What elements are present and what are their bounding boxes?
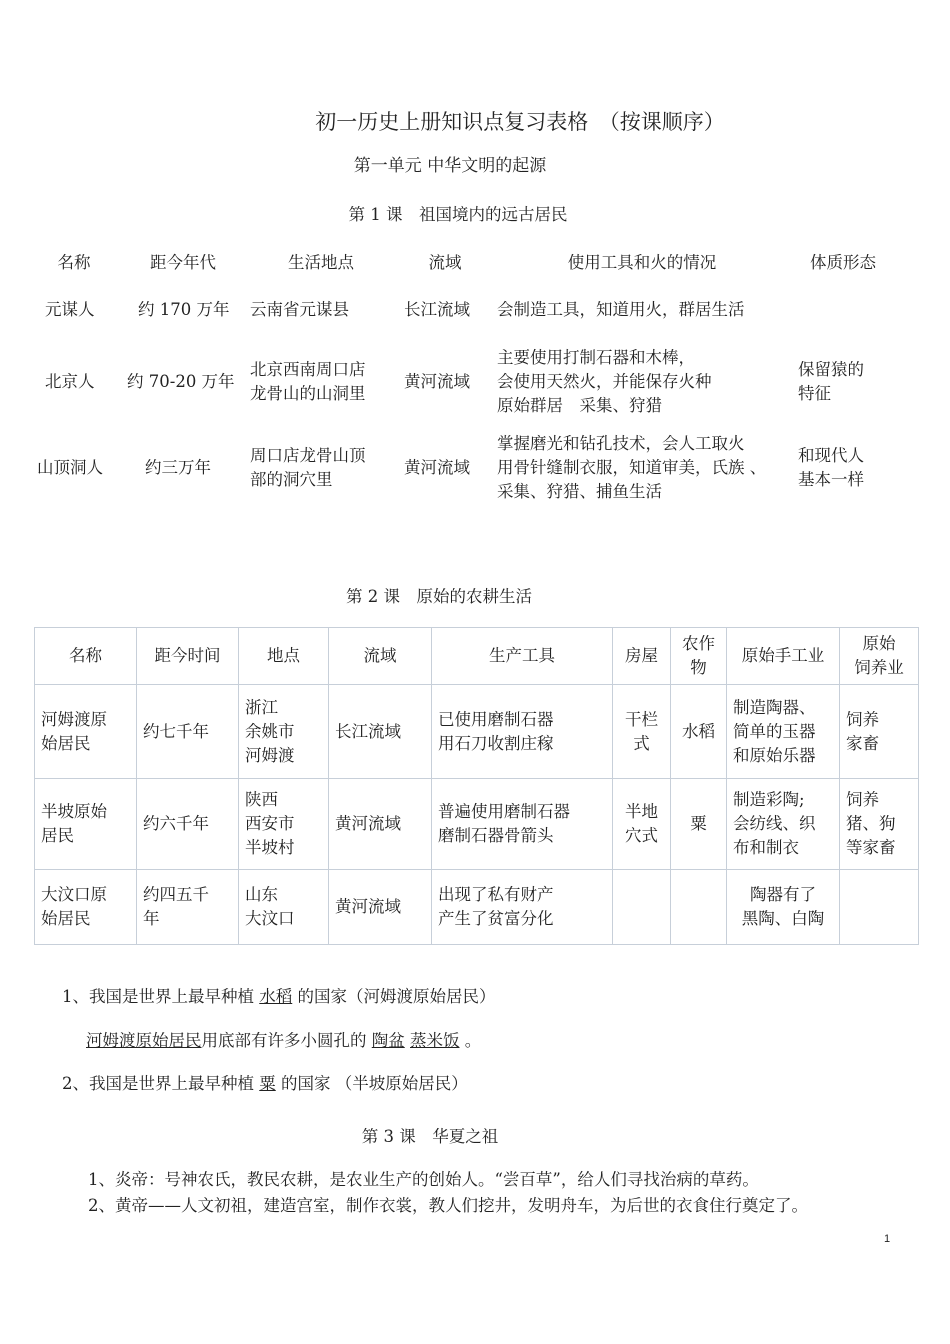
t2-row3-name: 大汶口原 始居民	[35, 870, 137, 945]
t2-row2-time: 约六千年	[137, 779, 239, 870]
t1-header-place: 生活地点	[288, 253, 354, 272]
t1-row1-name: 元谋人	[45, 300, 95, 319]
t2-row1-tools: 已使用磨制石器 用石刀收割庄稼	[432, 685, 613, 779]
t2-row2-house: 半地 穴式	[613, 779, 671, 870]
t1-row3-physique: 和现代人 基本一样	[798, 446, 864, 489]
t2-header-place: 地点	[239, 628, 329, 685]
t1-row3-basin: 黄河流域	[404, 458, 470, 477]
t2-row2-crop: 粟	[671, 779, 727, 870]
note-1b-subject: 河姆渡原始居民	[86, 1031, 202, 1050]
t1-row3-name: 山顶洞人	[37, 458, 103, 477]
t2-header-tools: 生产工具	[432, 628, 613, 685]
t1-row2-name: 北京人	[45, 372, 95, 391]
t2-row2-place: 陕西 西安市 半坡村	[239, 779, 329, 870]
note-2-suffix: 的国家 （半坡原始居民）	[275, 1074, 468, 1093]
page-title: 初一历史上册知识点复习表格 （按课顺序）	[315, 110, 725, 134]
t2-row2-name: 半坡原始 居民	[35, 779, 137, 870]
t1-header-age: 距今年代	[150, 253, 216, 272]
note-1b-tool: 陶盆	[371, 1031, 405, 1050]
t1-row1-place: 云南省元谋县	[250, 300, 349, 319]
unit-title: 第一单元 中华文明的起源	[353, 156, 547, 176]
t1-row1-tools: 会制造工具，知道用火，群居生活	[497, 300, 745, 319]
page-number: 1	[884, 1233, 891, 1245]
t2-header-row	[35, 628, 919, 685]
t2-row3-crop	[671, 870, 727, 945]
table-row	[35, 870, 919, 945]
note-1-underlined: 水稻	[259, 987, 293, 1006]
note-2-prefix: 2、我国是世界上最早种植	[62, 1074, 260, 1093]
t1-row3-place: 周口店龙骨山顶 部的洞穴里	[250, 446, 366, 489]
t1-row2-physique: 保留猿的 特征	[798, 360, 864, 403]
note-1	[62, 985, 496, 1009]
t2-row1-house: 干栏 式	[613, 685, 671, 779]
t1-row1-basin: 长江流域	[404, 300, 470, 319]
t2-row1-crop: 水稻	[671, 685, 727, 779]
t1-row2-place: 北京西南周口店 龙骨山的山洞里	[250, 360, 366, 403]
t2-row3-place: 山东 大汶口	[239, 870, 329, 945]
t2-row1-name: 河姆渡原 始居民	[35, 685, 137, 779]
t2-header-craft: 原始手工业	[727, 628, 840, 685]
t2-row1-craft: 制造陶器、 简单的玉器 和原始乐器	[727, 685, 840, 779]
note-1b-mid: 用底部有许多小圆孔的	[201, 1031, 372, 1050]
lesson-2-table	[34, 627, 919, 945]
t2-row3-time: 约四五千 年	[137, 870, 239, 945]
table-row	[35, 779, 919, 870]
t1-row3-tools: 掌握磨光和钻孔技术，会人工取火 用骨针缝制衣服，知道审美，氏族 、 采集、狩猎、捕鱼生活	[497, 434, 767, 501]
t2-header-crop: 农作 物	[671, 628, 727, 685]
t2-header-basin: 流域	[329, 628, 432, 685]
t2-row1-place: 浙江 余姚市 河姆渡	[239, 685, 329, 779]
lesson-3-para-1: 1、炎帝：号神农氏，教民农耕，是农业生产的创始人。“尝百草”，给人们寻找治病的草药。	[88, 1170, 759, 1189]
t1-header-tools: 使用工具和火的情况	[567, 253, 717, 272]
lesson-1-title: 第 1 课 祖国境内的远古居民	[348, 205, 568, 224]
t2-row3-raising	[840, 870, 919, 945]
t2-row1-raising: 饲养 家畜	[840, 685, 919, 779]
note-1b-end: 。	[459, 1031, 482, 1050]
note-1b	[86, 1029, 481, 1053]
lesson-3-para-2: 2、黄帝——人文初祖，建造宫室，制作衣裳，教人们挖井，发明舟车，为后世的衣食住行奠定了。	[88, 1196, 808, 1215]
t1-header-name: 名称	[57, 253, 91, 272]
note-2-underlined: 粟	[259, 1074, 276, 1093]
t1-header-physique: 体质形态	[810, 253, 876, 272]
note-1-suffix: 的国家（河姆渡原始居民）	[292, 987, 496, 1006]
t2-row2-raising: 饲养 猪、狗 等家畜	[840, 779, 919, 870]
t2-row2-tools: 普遍使用磨制石器 磨制石器骨箭头	[432, 779, 613, 870]
t2-row3-house	[613, 870, 671, 945]
t2-row3-craft: 陶器有了 黑陶、白陶	[727, 870, 840, 945]
lesson-3-title: 第 3 课 华夏之祖	[361, 1127, 499, 1146]
t2-header-time: 距今时间	[137, 628, 239, 685]
t2-header-raising: 原始 饲养业	[840, 628, 919, 685]
t2-row3-tools: 出现了私有财产 产生了贫富分化	[432, 870, 613, 945]
t2-header-name: 名称	[35, 628, 137, 685]
table-row	[35, 685, 919, 779]
lesson-2-title: 第 2 课 原始的农耕生活	[346, 587, 532, 606]
t1-row2-basin: 黄河流域	[404, 372, 470, 391]
t1-header-basin: 流域	[428, 253, 462, 272]
note-1b-action: 蒸米饭	[410, 1031, 460, 1050]
t2-row2-basin: 黄河流域	[329, 779, 432, 870]
t2-row1-time: 约七千年	[137, 685, 239, 779]
note-1-prefix: 1、我国是世界上最早种植	[62, 987, 260, 1006]
t2-header-house: 房屋	[613, 628, 671, 685]
note-2	[62, 1072, 468, 1096]
t2-row2-craft: 制造彩陶; 会纺线、织 布和制衣	[727, 779, 840, 870]
t2-row3-basin: 黄河流域	[329, 870, 432, 945]
t1-row2-tools: 主要使用打制石器和木棒， 会使用天然火，并能保存火种 原始群居 采集、狩猎	[497, 348, 712, 415]
t1-row2-age: 约 70-20 万年	[127, 372, 235, 391]
t1-row3-age: 约三万年	[145, 458, 211, 477]
t1-row1-age: 约 170 万年	[138, 300, 230, 319]
t2-row1-basin: 长江流域	[329, 685, 432, 779]
